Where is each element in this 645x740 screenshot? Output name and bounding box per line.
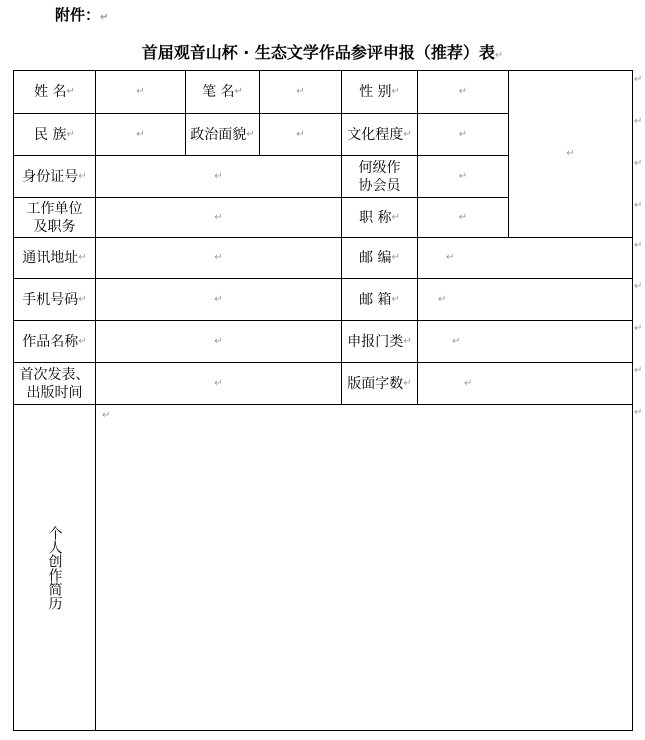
- label-bio: 个人创作简历: [13, 404, 96, 731]
- row-end-mark: ↵: [634, 74, 643, 85]
- label-job-title: 职 称 ↵: [341, 197, 418, 238]
- field-job-title[interactable]: ↵: [417, 197, 509, 238]
- label-name: 姓 名 ↵: [13, 70, 96, 114]
- field-work-title[interactable]: ↵: [95, 320, 342, 363]
- photo-cell[interactable]: ↵: [508, 70, 633, 238]
- label-pen-name: 笔 名 ↵: [185, 70, 260, 114]
- label-address: 通讯地址 ↵: [13, 237, 96, 279]
- field-category[interactable]: ↵: [417, 320, 633, 363]
- field-gender[interactable]: ↵: [417, 70, 509, 114]
- field-name[interactable]: ↵: [95, 70, 186, 114]
- field-bio[interactable]: ↵: [95, 404, 633, 731]
- field-pen-name[interactable]: ↵: [259, 70, 342, 114]
- label-workplace: 工作单位及职务: [13, 197, 96, 238]
- form-title: 首届观音山杯 · 生态文学作品参评申报（推荐）表↵: [141, 43, 504, 62]
- field-first-published[interactable]: ↵: [95, 362, 342, 405]
- label-email: 邮 箱 ↵: [341, 278, 418, 321]
- row-end-mark: ↵: [634, 240, 643, 251]
- label-category: 申报门类 ↵: [341, 320, 418, 363]
- row-end-mark: ↵: [634, 365, 643, 376]
- field-ethnicity[interactable]: ↵: [95, 113, 186, 156]
- label-ethnicity: 民 族 ↵: [13, 113, 96, 156]
- field-workplace[interactable]: ↵: [95, 197, 342, 238]
- label-work-title: 作品名称 ↵: [13, 320, 96, 363]
- field-postcode[interactable]: ↵: [417, 237, 633, 279]
- label-first-published: 首次发表、出版时间: [13, 362, 96, 405]
- label-postcode: 邮 编 ↵: [341, 237, 418, 279]
- row-end-mark: ↵: [634, 407, 643, 418]
- field-phone[interactable]: ↵: [95, 278, 342, 321]
- label-political: 政治面貌 ↵: [185, 113, 260, 156]
- label-phone: 手机号码 ↵: [13, 278, 96, 321]
- label-association: 何级作协会员: [341, 155, 418, 198]
- label-gender: 性 别 ↵: [341, 70, 418, 114]
- field-education[interactable]: ↵: [417, 113, 509, 156]
- field-association[interactable]: ↵: [417, 155, 509, 198]
- attachment-label: 附件：↵: [55, 6, 109, 24]
- field-political[interactable]: ↵: [259, 113, 342, 156]
- row-end-mark: ↵: [634, 323, 643, 334]
- label-education: 文化程度 ↵: [341, 113, 418, 156]
- field-id-number[interactable]: ↵: [95, 155, 342, 198]
- row-end-mark: ↵: [634, 158, 643, 169]
- row-end-mark: ↵: [634, 200, 643, 211]
- label-word-count: 版面字数 ↵: [341, 362, 418, 405]
- field-address[interactable]: ↵: [95, 237, 342, 279]
- label-id-number: 身份证号 ↵: [13, 155, 96, 198]
- field-word-count[interactable]: ↵: [417, 362, 633, 405]
- field-email[interactable]: ↵: [417, 278, 633, 321]
- row-end-mark: ↵: [634, 281, 643, 292]
- row-end-mark: ↵: [634, 116, 643, 127]
